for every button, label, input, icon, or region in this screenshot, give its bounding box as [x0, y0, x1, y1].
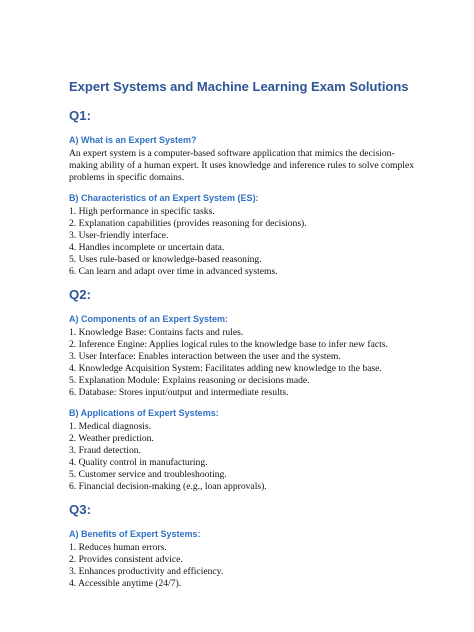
- q1-b-list: [69, 206, 419, 278]
- q1-a-heading: A) What is an Expert System?: [69, 135, 197, 145]
- q2-heading: Q2:: [69, 287, 91, 302]
- list-item: 5. Explanation Module: Explains reasoning or decisions made.: [69, 375, 310, 386]
- list-item: 1. Knowledge Base: Contains facts and rules.: [69, 327, 244, 338]
- q3-a-list: [69, 542, 419, 590]
- q1-heading: Q1:: [69, 108, 91, 123]
- document-content: [69, 78, 419, 598]
- list-item: 5. Uses rule-based or knowledge-based reasoning.: [69, 254, 262, 265]
- list-item: 3. Fraud detection.: [69, 445, 141, 456]
- q1-b-heading: B) Characteristics of an Expert System (ES):: [69, 193, 259, 203]
- list-item: 5. Customer service and troubleshooting.: [69, 469, 227, 480]
- list-item: 2. Explanation capabilities (provides reasoning for decisions).: [69, 218, 307, 229]
- list-item: 2. Weather prediction.: [69, 433, 154, 444]
- list-item: 3. User Interface: Enables interaction between the user and the system.: [69, 351, 341, 362]
- list-item: 1. Reduces human errors.: [69, 542, 167, 553]
- list-item: 4. Knowledge Acquisition System: Facilitates adding new knowledge to the base.: [69, 363, 382, 374]
- list-item: 2. Inference Engine: Applies logical rules to the knowledge base to infer new facts.: [69, 339, 388, 350]
- list-item: 3. User-friendly interface.: [69, 230, 169, 241]
- paragraph-line: problems in specific domains.: [69, 172, 185, 183]
- q2-b-heading: B) Applications of Expert Systems:: [69, 408, 219, 418]
- paragraph-line: making ability of a human expert. It uses knowledge and inference rules to solve complex: [69, 160, 415, 171]
- q2-b-list: [69, 421, 419, 493]
- list-item: 1. Medical diagnosis.: [69, 421, 152, 432]
- list-item: 2. Provides consistent advice.: [69, 554, 183, 565]
- list-item: 3. Enhances productivity and efficiency.: [69, 566, 224, 577]
- list-item: 4. Accessible anytime (24/7).: [69, 578, 182, 589]
- q3-heading: Q3:: [69, 502, 91, 517]
- paragraph-line: An expert system is a computer-based software application that mimics the decision-: [69, 148, 395, 159]
- section-q1: [69, 107, 419, 278]
- list-item: 6. Database: Stores input/output and intermediate results.: [69, 387, 289, 398]
- list-item: 6. Financial decision-making (e.g., loan approvals).: [69, 481, 267, 492]
- q2-a-heading: A) Components of an Expert System:: [69, 314, 229, 324]
- list-item: 6. Can learn and adapt over time in advanced systems.: [69, 266, 278, 277]
- q1-a-paragraph: [69, 148, 419, 184]
- list-item: 4. Handles incomplete or uncertain data.: [69, 242, 225, 253]
- section-q2: [69, 286, 419, 493]
- document-title: Expert Systems and Machine Learning Exam Solutions: [69, 79, 409, 94]
- list-item: 4. Quality control in manufacturing.: [69, 457, 208, 468]
- section-q3: [69, 501, 419, 590]
- q2-a-list: [69, 327, 419, 399]
- list-item: 1. High performance in specific tasks.: [69, 206, 215, 217]
- q3-a-heading: A) Benefits of Expert Systems:: [69, 529, 201, 539]
